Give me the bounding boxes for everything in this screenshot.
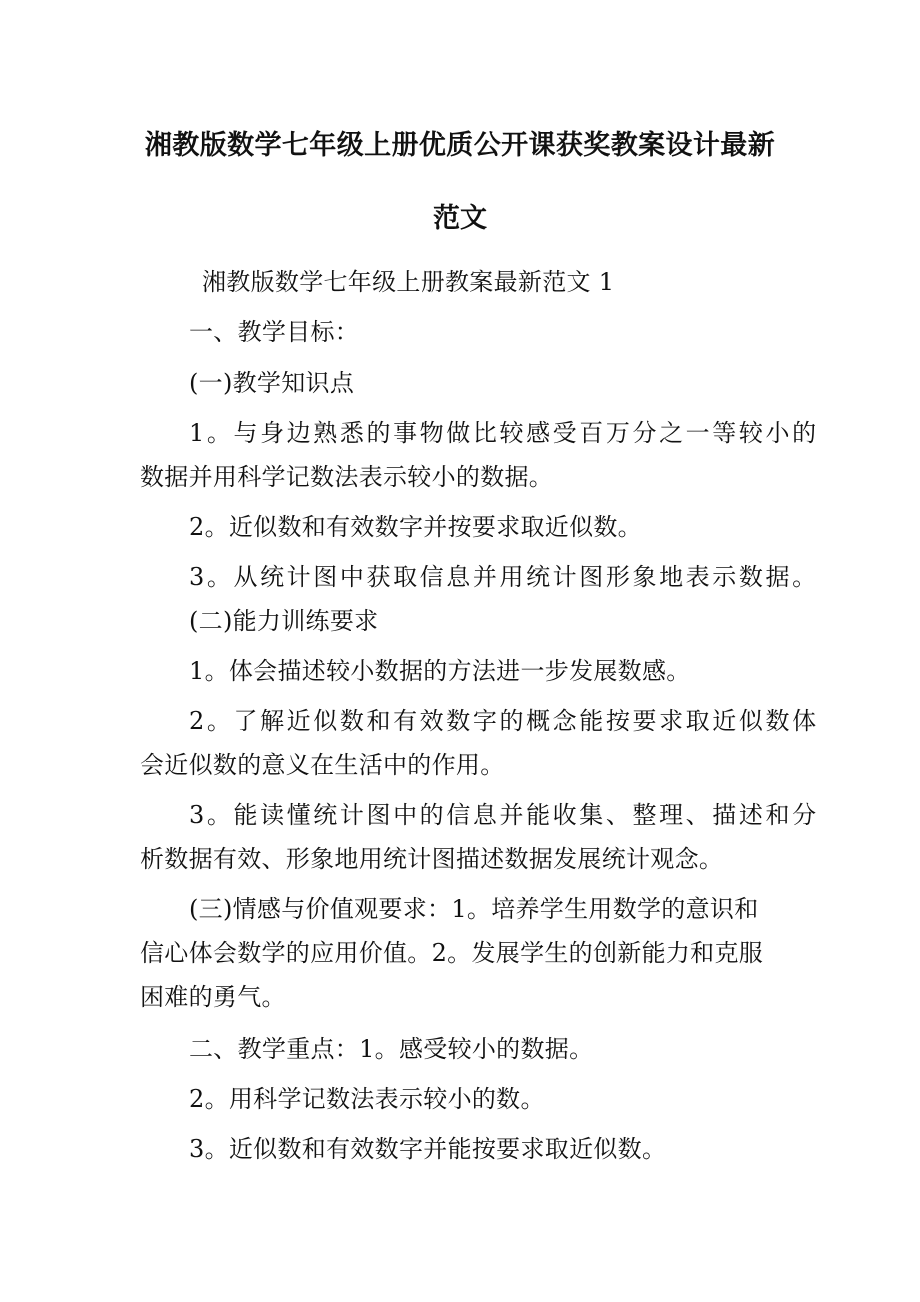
- heading-teaching-focus: 二、教学重点：1。感受较小的数据。: [189, 1035, 594, 1063]
- paragraph-line: 困难的勇气。: [140, 983, 286, 1011]
- paragraph-line: 信心体会数学的应用价值。2。发展学生的创新能力和克服: [140, 939, 764, 967]
- paragraph-line: 3。从统计图中获取信息并用统计图形象地表示数据。: [189, 563, 819, 591]
- paragraph-line: 1。体会描述较小数据的方法进一步发展数感。: [189, 657, 691, 685]
- paragraph-line: 2。近似数和有效数字并按要求取近似数。: [189, 513, 642, 541]
- paragraph-line: 会近似数的意义在生活中的作用。: [140, 751, 505, 779]
- paragraph-line: 3。能读懂统计图中的信息并能收集、整理、描述和分: [189, 801, 819, 829]
- paragraph-line: 2。了解近似数和有效数字的概念能按要求取近似数体: [189, 707, 819, 735]
- subheading-knowledge-points: (一)教学知识点: [189, 369, 355, 397]
- paragraph-line: 析数据有效、形象地用统计图描述数据发展统计观念。: [140, 845, 724, 873]
- document-title-line-2: 范文: [433, 203, 487, 234]
- paragraph-line: 2。用科学记数法表示较小的数。: [189, 1085, 545, 1113]
- subheading-emotion-values: (三)情感与价值观要求：1。培养学生用数学的意识和: [189, 895, 759, 923]
- paragraph-line: 3。近似数和有效数字并能按要求取近似数。: [189, 1135, 667, 1163]
- paragraph-line: 1。与身边熟悉的事物做比较感受百万分之一等较小的: [189, 419, 819, 447]
- document-title-line-1: 湘教版数学七年级上册优质公开课获奖教案设计最新: [144, 130, 776, 161]
- section-heading-example-1: 湘教版数学七年级上册教案最新范文 1: [202, 268, 615, 296]
- subheading-ability-requirements: (二)能力训练要求: [189, 607, 379, 635]
- heading-teaching-objectives: 一、教学目标：: [189, 318, 360, 346]
- paragraph-line: 数据并用科学记数法表示较小的数据。: [140, 463, 554, 491]
